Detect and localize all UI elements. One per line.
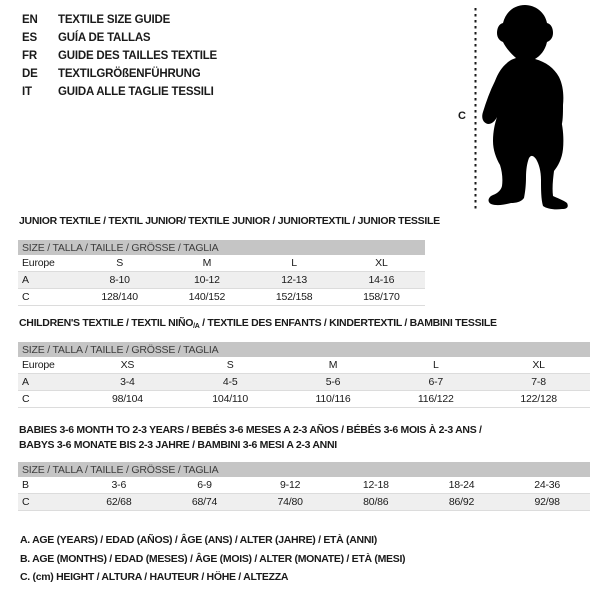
row-label: Europe xyxy=(22,359,55,371)
table-cell: XS xyxy=(120,359,135,371)
language-code: FR xyxy=(22,50,37,62)
childrens-table xyxy=(18,342,590,408)
table-cell: 3-6 xyxy=(111,479,127,491)
table-cell: 9-12 xyxy=(280,479,301,491)
table-cell: 128/140 xyxy=(101,291,138,303)
language-label: GUÍA DE TALLAS xyxy=(58,32,151,44)
babies-table-title xyxy=(19,423,584,452)
title-subscript: /A xyxy=(193,323,200,330)
junior-table xyxy=(18,240,425,306)
table-row xyxy=(18,477,590,494)
row-label: C xyxy=(22,496,30,508)
language-row-it xyxy=(22,83,217,101)
table-cell: 6-7 xyxy=(428,376,444,388)
table-cell: 116/122 xyxy=(417,393,454,405)
language-row-de xyxy=(22,65,217,83)
language-row-fr xyxy=(22,47,217,65)
title-line: BABIES 3-6 MONTH TO 2-3 YEARS / BEBÉS 3-6 MESES A 2-3 AÑOS / BÉBÉS 3-6 MOIS À 2-3 ANS / xyxy=(19,424,482,436)
table-cell: 12-13 xyxy=(281,274,308,286)
table-cell: 6-9 xyxy=(197,479,212,491)
table-row xyxy=(18,255,425,272)
language-code: IT xyxy=(22,86,32,98)
size-header-bar: SIZE / TALLA / TAILLE / GRÖSSE / TAGLIA xyxy=(18,462,590,477)
row-label: A xyxy=(22,274,29,286)
table-cell: 68/74 xyxy=(191,496,218,508)
table-cell: 140/152 xyxy=(188,291,226,303)
table-cell: 18-24 xyxy=(448,479,475,491)
table-cell: 8-10 xyxy=(109,274,130,286)
table-cell: 86/92 xyxy=(448,496,475,508)
row-label: B xyxy=(22,479,29,491)
table-cell: 80/86 xyxy=(363,496,389,508)
row-label: Europe xyxy=(22,257,55,269)
table-cell: 158/170 xyxy=(363,291,400,303)
table-row xyxy=(18,374,590,391)
toddler-silhouette xyxy=(482,5,568,209)
title-text: CHILDREN'S TEXTILE / TEXTIL NIÑO xyxy=(19,317,194,329)
table-cell: XL xyxy=(375,257,388,269)
language-code: DE xyxy=(22,68,38,80)
height-label: C xyxy=(458,110,466,122)
table-cell: 122/128 xyxy=(520,393,557,405)
table-cell: XL xyxy=(532,359,545,371)
childrens-table-title xyxy=(19,317,497,330)
table-cell: 7-8 xyxy=(531,376,546,388)
table-cell: S xyxy=(226,359,234,371)
table-cell: 12-18 xyxy=(362,479,389,491)
table-row xyxy=(18,391,590,408)
language-row-en xyxy=(22,11,217,29)
table-cell: 104/110 xyxy=(212,393,249,405)
title-line: BABYS 3-6 MONATE BIS 2-3 JAHRE / BAMBINI 3-6 MESI A 2-3 ANNI xyxy=(19,438,337,451)
table-cell: 74/80 xyxy=(277,496,303,508)
language-label: GUIDE DES TAILLES TEXTILE xyxy=(58,50,217,62)
table-cell: S xyxy=(116,257,124,269)
table-row xyxy=(18,289,425,306)
junior-table-title: JUNIOR TEXTILE / TEXTIL JUNIOR/ TEXTILE JUNIOR / JUNIORTEXTIL / JUNIOR TESSILE xyxy=(19,215,440,227)
language-label: GUIDA ALLE TAGLIE TESSILI xyxy=(58,86,214,98)
table-cell: L xyxy=(291,257,297,269)
table-cell: 152/158 xyxy=(275,291,313,303)
table-cell: M xyxy=(328,359,338,371)
table-cell: 62/68 xyxy=(106,496,132,508)
language-list xyxy=(22,11,217,101)
footnotes xyxy=(20,531,405,587)
table-row xyxy=(18,357,590,374)
table-cell: 92/98 xyxy=(534,496,560,508)
size-header-bar: SIZE / TALLA / TAILLE / GRÖSSE / TAGLIA xyxy=(18,240,425,255)
footnote-c: C. (cm) HEIGHT / ALTURA / HAUTEUR / HÖHE / ALTEZZA xyxy=(20,571,289,583)
row-label: C xyxy=(22,291,30,303)
table-cell: 14-16 xyxy=(368,274,395,286)
table-cell: 4-5 xyxy=(222,376,238,388)
title-text: / TEXTILE DES ENFANTS / KINDERTEXTIL / BAMBINI TESSILE xyxy=(199,317,497,329)
table-cell: M xyxy=(202,257,212,269)
table-cell: 3-4 xyxy=(120,376,135,388)
table-row xyxy=(18,272,425,289)
language-code: ES xyxy=(22,32,37,44)
toddler-silhouette-figure xyxy=(450,0,600,215)
table-row xyxy=(18,494,590,511)
footnote-b: B. AGE (MONTHS) / EDAD (MESES) / ÂGE (MOIS) / ALTER (MONATE) / ETÀ (MESI) xyxy=(20,552,406,565)
table-cell: L xyxy=(432,359,439,371)
language-code: EN xyxy=(22,14,38,26)
row-label: A xyxy=(22,376,29,388)
row-label: C xyxy=(22,393,30,405)
language-row-es xyxy=(22,29,217,47)
size-header-bar: SIZE / TALLA / TAILLE / GRÖSSE / TAGLIA xyxy=(18,342,590,357)
table-cell: 10-12 xyxy=(193,274,220,286)
table-cell: 98/104 xyxy=(111,393,143,405)
table-cell: 110/116 xyxy=(315,393,351,405)
table-cell: 5-6 xyxy=(325,376,341,388)
table-cell: 24-36 xyxy=(534,479,561,491)
footnote-a: A. AGE (YEARS) / EDAD (AÑOS) / ÂGE (ANS) / ALTER (JAHRE) / ETÀ (ANNI) xyxy=(20,534,377,546)
language-label: TEXTILE SIZE GUIDE xyxy=(58,14,171,26)
babies-table xyxy=(18,462,590,511)
language-label: TEXTILGRÖßENFÜHRUNG xyxy=(58,68,201,80)
